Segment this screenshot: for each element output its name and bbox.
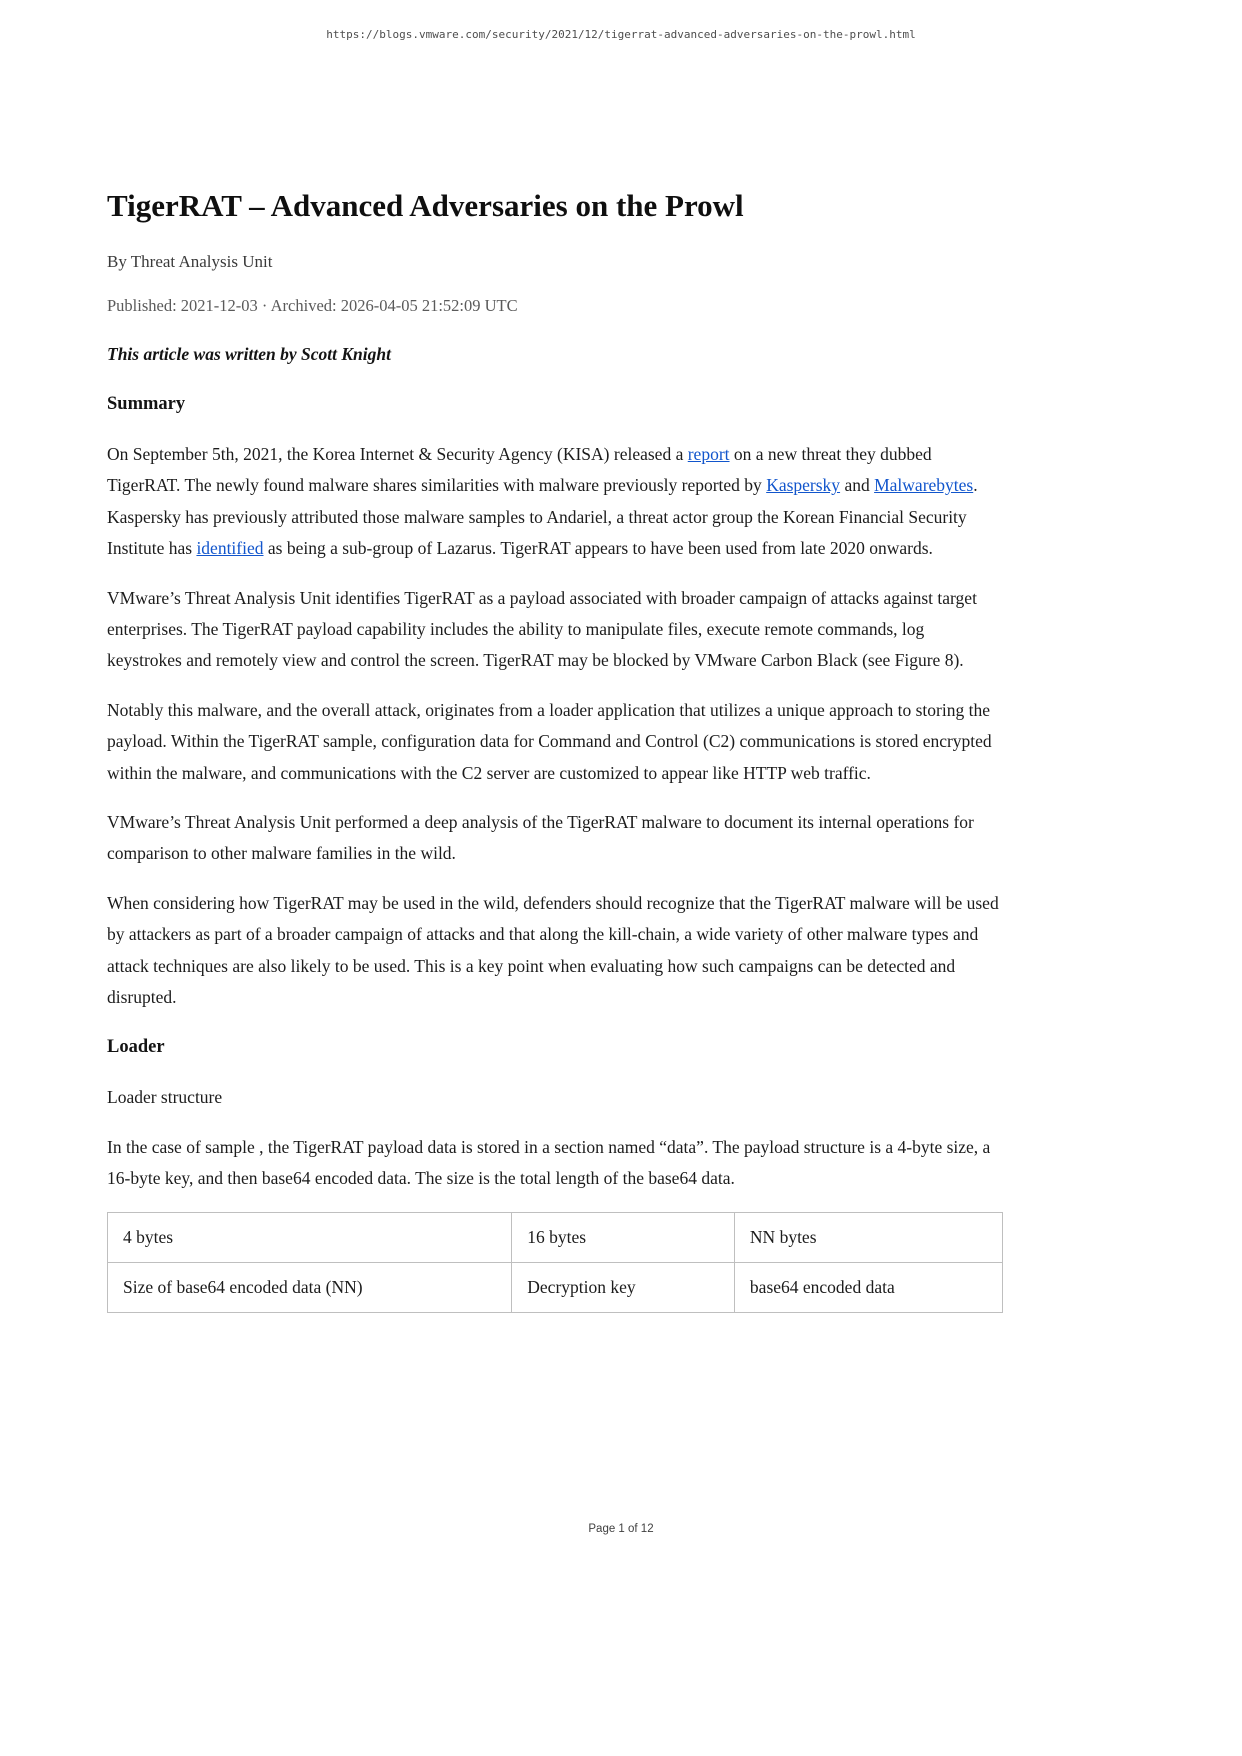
paragraph-summary-1 [107, 439, 1003, 565]
table-cell: NN bytes [734, 1213, 1002, 1263]
paragraph-summary-2 [107, 583, 1003, 677]
inline-link[interactable]: Malwarebytes [874, 475, 974, 496]
inline-link[interactable]: identified [196, 538, 264, 559]
text-run: as being a sub-group of Lazarus. TigerRAT appears to have been used from late 2020 onwards. [263, 538, 933, 559]
table-cell: Decryption key [512, 1263, 735, 1313]
payload-structure-table [107, 1212, 1003, 1313]
text-run: On September 5th, 2021, the Korea Internet & Security Agency (KISA) released a [107, 444, 688, 464]
table-cell: base64 encoded data [734, 1263, 1002, 1313]
table-row [108, 1213, 1003, 1263]
paragraph-summary-4 [107, 807, 1003, 870]
inline-link[interactable]: Kaspersky [766, 475, 841, 496]
paragraph-summary-3 [107, 695, 1003, 789]
byline: By Threat Analysis Unit [107, 252, 273, 271]
article-content [107, 186, 1003, 1313]
table-cell: 4 bytes [108, 1213, 512, 1263]
page-title: TigerRAT – Advanced Adversaries on the Prowl [107, 188, 744, 223]
text-run: . Kaspersky has previously attributed those malware samples to Andariel, a threat actor group the Korean Financial Security Institute has [107, 475, 978, 559]
publish-archive-meta: Published: 2021-12-03 · Archived: 2026-04-05 21:52:09 UTC [107, 296, 518, 315]
page-number: Page 1 of 12 [588, 1523, 654, 1535]
section-heading-loader: Loader [107, 1036, 165, 1057]
text-run: and [840, 475, 875, 496]
section-heading-summary: Summary [107, 394, 186, 414]
inline-link[interactable]: report [687, 444, 730, 464]
paragraph-loader-1 [107, 1132, 1003, 1195]
paragraph-summary-5 [107, 888, 1003, 1014]
text-run: When considering how TigerRAT may be used in the wild, defenders should recognize that the TigerRAT malware will be used by attackers as part of a broader campaign of attacks and that along the kill-chain, a wide variety of other malware types and attack techniques are also likely to be used. This is a key point when evaluating how such campaigns can be detected and disrupted. [107, 892, 999, 1008]
text-run: VMware’s Threat Analysis Unit performed a deep analysis of the TigerRAT malware to document its internal operations for comparison to other malware families in the wild. [107, 812, 974, 864]
table-row [108, 1263, 1003, 1313]
source-url: https://blogs.vmware.com/security/2021/12/tigerrat-advanced-adversaries-on-the-prowl.html [326, 28, 916, 41]
text-run: In the case of sample , the TigerRAT payload data is stored in a section named “data”. The payload structure is a 4-byte size, a 16-byte key, and then base64 encoded data. The size is the total length of the base64 data. [107, 1136, 991, 1188]
subheading-loader-structure: Loader structure [107, 1086, 223, 1107]
author-note: This article was written by Scott Knight [107, 344, 391, 364]
text-run: Notably this malware, and the overall attack, originates from a loader application that utilizes a unique approach to storing the payload. Within the TigerRAT sample, configuration data for Command and Control (C2) communications is stored encrypted within the malware, and communications with the C2 server are customized to appear like HTTP web traffic. [107, 699, 992, 783]
table-cell: Size of base64 encoded data (NN) [108, 1263, 512, 1313]
text-run: VMware’s Threat Analysis Unit identifies TigerRAT as a payload associated with broader campaign of attacks against target enterprises. The TigerRAT payload capability includes the ability to manipulate files, execute remote commands, log keystrokes and remotely view and control the screen. TigerRAT may be blocked by VMware Carbon Black (see Figure 8). [107, 587, 977, 671]
table-cell: 16 bytes [512, 1213, 735, 1263]
text-run: on a new threat they dubbed TigerRAT. The newly found malware shares similarities with malware previously reported by [107, 444, 932, 496]
